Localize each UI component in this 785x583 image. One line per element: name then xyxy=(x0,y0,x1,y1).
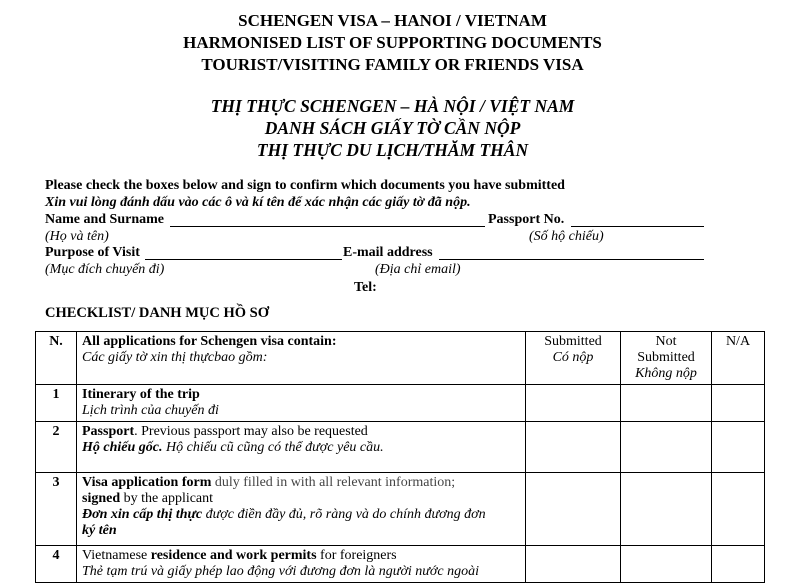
name-label: Name and Surname xyxy=(45,212,165,227)
row-en-rest: . Previous passport may also be requested xyxy=(134,424,368,439)
row-en-bold-2: signed xyxy=(82,491,121,506)
table-row xyxy=(36,422,765,473)
instructions-vi: Xin vui lòng đánh dấu vào các ô và kí tên để xác nhận các giấy tờ đã nộp. xyxy=(45,195,471,210)
checklist-title: CHECKLIST/ DANH MỤC HỒ SƠ xyxy=(45,305,269,321)
passport-label-vi: (Số hộ chiếu) xyxy=(529,229,604,244)
row-vi: Hộ chiếu cũ cũng có thể được yêu cầu. xyxy=(162,440,384,455)
email-field[interactable] xyxy=(439,259,704,260)
row-number: 3 xyxy=(36,473,77,546)
header-applications-vi: Các giấy tờ xin thị thựcbao gồm: xyxy=(82,350,268,365)
na-checkbox[interactable] xyxy=(712,546,765,583)
row-vi-bold: Hộ chiếu gốc. xyxy=(82,440,163,455)
title-en-line-1: SCHENGEN VISA – HANOI / VIETNAM xyxy=(238,11,547,30)
row-vi-bold: Đơn xin cấp thị thực xyxy=(82,507,203,522)
row-vi: được điền đầy đủ, rõ ràng và do chính đương đơn xyxy=(202,507,486,522)
purpose-label: Purpose of Visit xyxy=(45,245,140,260)
title-vi-line-3: THỊ THỰC DU LỊCH/THĂM THÂN xyxy=(256,140,529,160)
header-applications xyxy=(77,332,526,385)
row-en-bold: Passport xyxy=(82,424,135,439)
row-description xyxy=(77,422,526,473)
submitted-checkbox[interactable] xyxy=(526,546,621,583)
header-submitted-en: Submitted xyxy=(544,334,602,349)
purpose-label-vi: (Mục đích chuyến đi) xyxy=(45,262,165,277)
na-checkbox[interactable] xyxy=(712,473,765,546)
instructions-en: Please check the boxes below and sign to confirm which documents you have submitted xyxy=(45,178,565,193)
submitted-checkbox[interactable] xyxy=(526,422,621,473)
row-number: 4 xyxy=(36,546,77,583)
name-label-vi: (Họ và tên) xyxy=(45,229,109,244)
table-row xyxy=(36,385,765,422)
passport-label: Passport No. xyxy=(488,212,565,227)
submitted-checkbox[interactable] xyxy=(526,473,621,546)
header-number: N. xyxy=(36,332,77,385)
not-submitted-checkbox[interactable] xyxy=(621,385,712,422)
row-number: 2 xyxy=(36,422,77,473)
email-label-vi: (Địa chỉ email) xyxy=(375,262,461,277)
row-en-bold: Itinerary of the trip xyxy=(82,387,200,402)
row-number: 1 xyxy=(36,385,77,422)
row-en-bold: residence and work permits xyxy=(150,548,317,563)
passport-field[interactable] xyxy=(571,226,704,227)
tel-label: Tel: xyxy=(354,280,377,295)
row-vi-bold-2: ký tên xyxy=(82,523,117,538)
checklist-table xyxy=(35,331,765,583)
name-field[interactable] xyxy=(170,226,485,227)
row-en-bold: Visa application form xyxy=(82,475,212,490)
row-description xyxy=(77,546,526,583)
row-en-rest: duly filled in with all relevant information; xyxy=(211,475,456,490)
header-submitted-vi: Có nộp xyxy=(552,350,594,365)
header-na: N/A xyxy=(712,332,765,385)
header-not-submitted-en-1: Not xyxy=(655,334,677,349)
na-checkbox[interactable] xyxy=(712,422,765,473)
header-not-submitted xyxy=(621,332,712,385)
table-row xyxy=(36,546,765,583)
email-label: E-mail address xyxy=(343,245,433,260)
table-header-row xyxy=(36,332,765,385)
title-vi-line-2: DANH SÁCH GIẤY TỜ CẦN NỘP xyxy=(264,118,521,138)
not-submitted-checkbox[interactable] xyxy=(621,473,712,546)
row-description xyxy=(77,385,526,422)
purpose-field[interactable] xyxy=(145,259,342,260)
title-en-line-3: TOURIST/VISITING FAMILY OR FRIENDS VISA xyxy=(201,55,584,74)
submitted-checkbox[interactable] xyxy=(526,385,621,422)
row-vi: Lịch trình của chuyến đi xyxy=(82,403,219,418)
header-not-submitted-vi: Không nộp xyxy=(635,366,697,381)
row-description xyxy=(77,473,526,546)
row-vi: Thẻ tạm trú và giấy phép lao động với đương đơn là người nước ngoài xyxy=(82,564,480,579)
table-row xyxy=(36,473,765,546)
not-submitted-checkbox[interactable] xyxy=(621,546,712,583)
title-en-line-2: HARMONISED LIST OF SUPPORTING DOCUMENTS xyxy=(183,33,602,52)
header-submitted xyxy=(526,332,621,385)
row-en-rest: for foreigners xyxy=(316,548,397,563)
header-applications-en: All applications for Schengen visa contain: xyxy=(82,334,337,349)
row-en-rest-2: by the applicant xyxy=(120,491,214,506)
title-vi-line-1: THỊ THỰC SCHENGEN – HÀ NỘI / VIỆT NAM xyxy=(210,96,575,116)
na-checkbox[interactable] xyxy=(712,385,765,422)
header-not-submitted-en-2: Submitted xyxy=(637,350,695,365)
not-submitted-checkbox[interactable] xyxy=(621,422,712,473)
row-en-pre: Vietnamese xyxy=(82,548,151,563)
